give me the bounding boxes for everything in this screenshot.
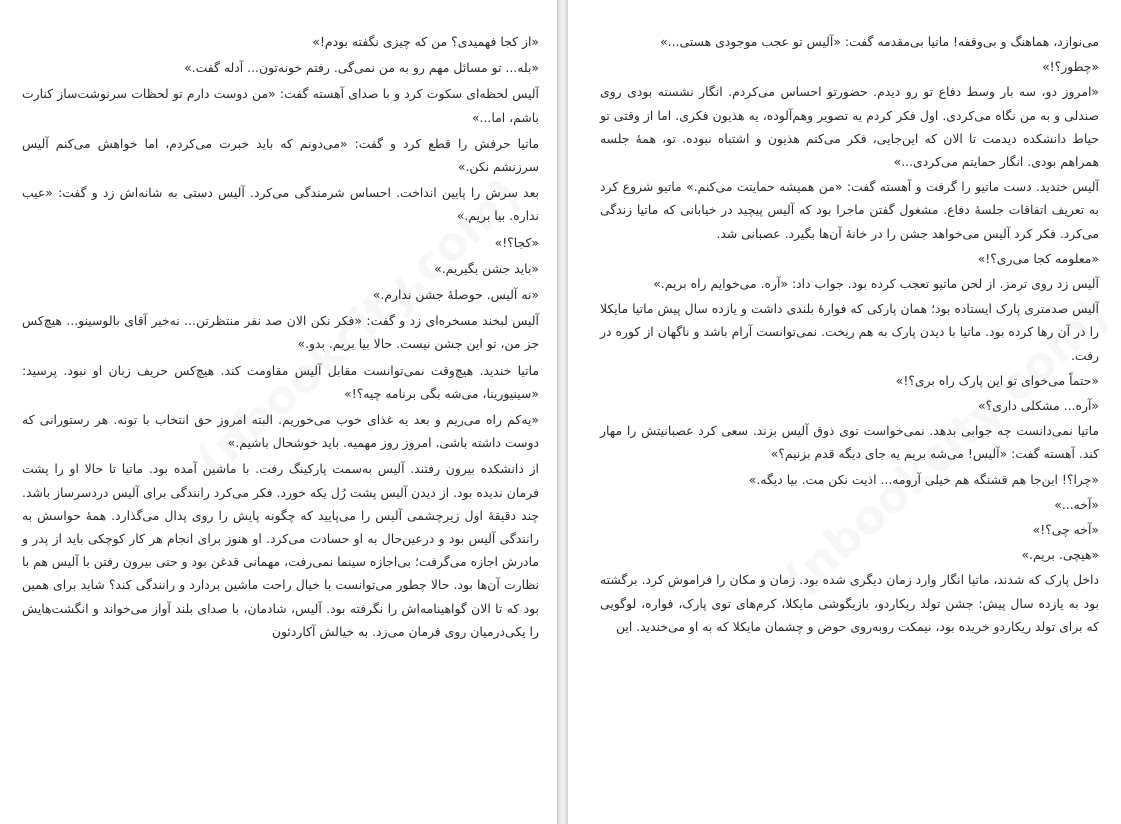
paragraph: از دانشکده بیرون رفتند. آلیس به‌سمت پارکینگ رفت. با ماشین آمده بود. ماتیا تا حالا او را پشت فرمان ندیده بود. از دیدن آلیس پشت رُل یکه خورد. فکر می‌کرد رانندگی برای آلیس دردسرساز باشد. چند دقیقهٔ اول زیرچشمی آلیس را می‌پایید که چگونه پایش را روی پدال می‌گذارد. همهٔ حواسش به رانندگی آلیس بود و درعین‌حال به او حسادت می‌کرد. او هنوز برای انجام هر کار کوچکی باید از پدر و مادرش اجازه می‌گرفت؛ بی‌اجازه سینما نمی‌رفت، مهمانی قدغن بود و حتی بیرون رفتن با آلیس هم با نظارت آن‌ها بود. حالا چطور می‌توانست با خیال راحت ماشین بردارد و رانندگی کند؟ شاید برای همین بود که تا الان گواهینامه‌اش را نگرفته بود. آلیس، شادمان، با صدای بلند آواز می‌خواند و انگشت‌هایش را یکی‌درمیان روی فرمان می‌زد. به خیالش آکاردئون (22, 461, 539, 639)
paragraph: آلیس خندید. دست ماتیو را گرفت و آهسته گفت: «من همیشه حمایتت می‌کنم.» ماتیو شروع کرد به تعریف اتفاقات جلسهٔ دفاع. مشغول گفتن ماجرا بود که آلیس پیچید در خیابانی که ماتیا زندگی می‌کرد. فکر کرد آلیس می‌خواهد جشن را در خانهٔ آن‌ها بگیرد. عصبانی شد. (600, 179, 1099, 241)
paragraph: «آخه چی؟!» (1032, 522, 1099, 538)
paragraph: «معلومه کجا می‌ری؟!» (977, 250, 1099, 266)
paragraph: «چرا؟! این‌جا هم قشنگه هم خیلی آرومه... اذیت نکن مت. بیا دیگه.» (748, 471, 1099, 487)
left-page (0, 0, 557, 824)
paragraph: «کجا؟!» (494, 234, 539, 250)
paragraph: «باید جشن بگیریم.» (434, 260, 539, 276)
paragraph: «چطور؟!» (1042, 59, 1099, 75)
paragraph: آلیس صدمتری پارک ایستاده بود؛ همان پارکی که فوارهٔ بلندی داشت و یازده سال پیش ماتیا مایکلا را در آن رها کرده بود. ماتیا با دیدن پارک به هم ریخت. نمی‌توانست آرام باشد و ناگهان از کوره در رفت. (600, 301, 1099, 363)
paragraph: آلیس زد روی ترمز. از لحن ماتیو تعجب کرده بود. جواب داد: «آره. می‌خوایم راه بریم.» (653, 276, 1099, 292)
paragraph: داخل پارک که شدند، ماتیا انگار وارد زمان دیگری شده بود. زمان و مکان را فراموش کرد. برگشته بود به یازده سال پیش: جشن تولد ریکاردو، بازیگوشی مایکلا، کرم‌های توی پارک، فواره، لوگویی که برای تولد ریکاردو خریده بود، نیمکت روبه‌روی حوض و چشمان مایکلا که به او می‌خندید. این (600, 572, 1099, 634)
paragraph: آلیس لحظه‌ای سکوت کرد و با صدای آهسته گفت: «من دوست دارم تو لحظات سرنوشت‌ساز کنارت باشم، اما...» (22, 86, 539, 125)
paragraph: «بله... تو مسائل مهم رو به من نمی‌گی. رفتم خونه‌تون... آدله گفت.» (184, 60, 539, 76)
right-page (568, 0, 1121, 824)
paragraph: «از کجا فهمیدی؟ من که چیزی نگفته بودم!» (312, 34, 539, 49)
paragraph: آلیس لبخند مسخره‌ای زد و گفت: «فکر نکن الان صد نفر منتظرتن... نه‌خیر آقای بالوسینو... هیچ‌کس جز من، تو این جشن نیست. حالا بیا بریم. بدو.» (22, 313, 539, 352)
paragraph: «هیچی. بریم.» (1021, 547, 1099, 563)
paragraph: ماتیا خندید. هیچ‌وقت نمی‌توانست مقابل آلیس مقاومت کند. هیچ‌کس حریف زبان او نبود. پرسید: «سینیورینا، می‌شه بگی برنامه چیه؟!» (22, 362, 539, 401)
paragraph: می‌نوازد، هماهنگ و بی‌وقفه! ماتیا بی‌مقدمه گفت: «آلیس تو عجب موجودی هستی...» (660, 34, 1099, 49)
paragraph: «حتماً می‌خوای تو این پارک راه بری؟!» (895, 372, 1099, 388)
paragraph: «امروز دو، سه بار وسط دفاع تو رو دیدم. حضورتو احساس می‌کردم. انگار نشسته بودی روی صندلی و به من نگاه می‌کردی. اول فکر کردم یه تصویر وهم‌آلوده، یه هذیون فکری. اما از وقتی تو حیاط دانشکده دیدمت تا الان که این‌جایی، فکر می‌کنم هذیون و اشتباه نبوده. تو، همهٔ جلسه همراهم بودی. انگار حمایتم می‌کردی...» (600, 84, 1099, 170)
paragraph: «نه آلیس. حوصلهٔ جشن ندارم.» (372, 287, 539, 303)
paragraph: «آره... مشکلی داری؟» (978, 398, 1099, 414)
book-gutter (557, 0, 568, 824)
paragraph: «آخه...» (1054, 496, 1099, 512)
paragraph: ماتیا حرفش را قطع کرد و گفت: «می‌دونم که باید خبرت می‌کردم، اما خواهش می‌کنم آلیس سرزنشم نکن.» (22, 135, 539, 175)
paragraph: «یه‌کم راه می‌ریم و بعد یه غذای خوب می‌خوریم. البته امروز حق انتخاب با تونه. هر رستورانی که دوست داشته باشی. امروز روز مهمیه. باید خوشحال باشیم.» (22, 412, 539, 451)
paragraph: بعد سرش را پایین انداخت. احساس شرمندگی می‌کرد. آلیس دستی به شانه‌اش زد و گفت: «عیب نداره. بیا بریم.» (22, 185, 539, 224)
paragraph: ماتیا نمی‌دانست چه جوابی بدهد. نمی‌خواست توی ذوق آلیس بزند. سعی کرد عصبانیتش را مهار کند. آهسته گفت: «آلیس! می‌شه بریم یه جای دیگه قدم بزنیم؟» (600, 423, 1099, 462)
